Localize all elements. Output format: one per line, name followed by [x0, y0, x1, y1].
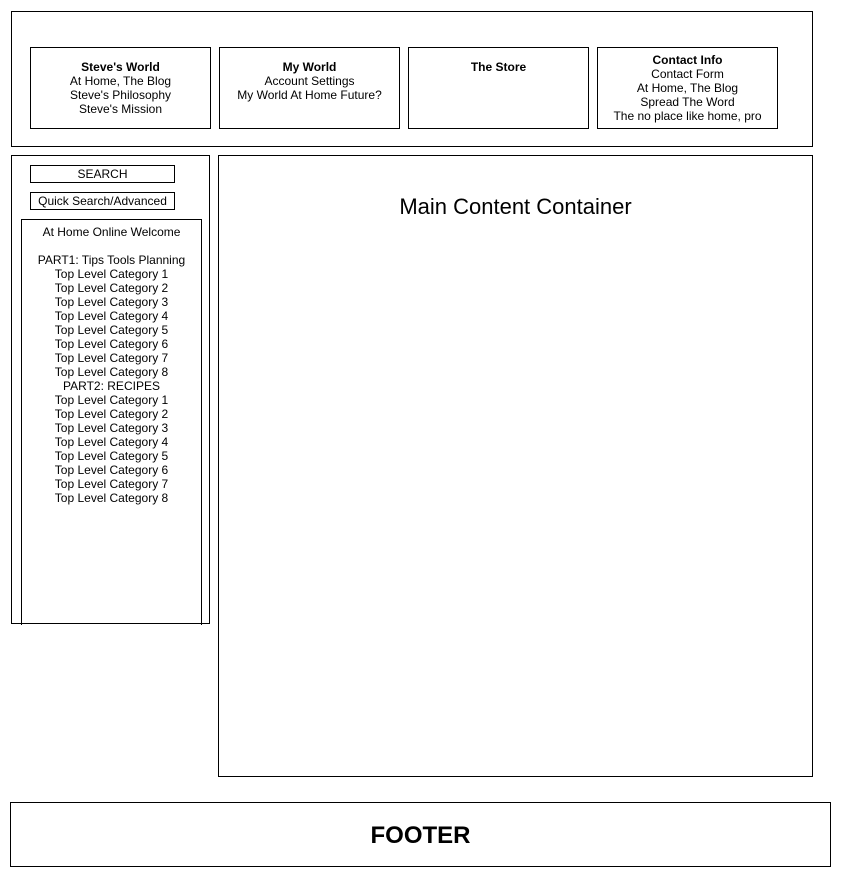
menu-link-spread-word[interactable]: Spread The Word	[640, 95, 735, 109]
menu-link-contact-form[interactable]: Contact Form	[651, 67, 724, 81]
nav-category-item[interactable]: Top Level Category 8	[54, 491, 169, 505]
menu-title[interactable]: The Store	[470, 60, 527, 74]
nav-category-item[interactable]: Top Level Category 7	[54, 477, 169, 491]
main-content-container	[218, 155, 813, 777]
menu-link-no-place-like-home[interactable]: The no place like home, pro	[613, 109, 762, 123]
menu-link-account-settings[interactable]: Account Settings	[264, 74, 355, 88]
footer-container	[10, 802, 831, 867]
nav-category-item[interactable]: Top Level Category 2	[54, 281, 169, 295]
menu-link-mission[interactable]: Steve's Mission	[79, 102, 162, 116]
main-content-title: Main Content Container	[399, 194, 632, 219]
menu-contact-info	[597, 47, 778, 129]
menu-link-future[interactable]: My World At Home Future?	[237, 88, 382, 102]
header-container	[11, 11, 813, 147]
nav-category-item[interactable]: Top Level Category 6	[54, 463, 169, 477]
menu-link-blog[interactable]: At Home, The Blog	[636, 81, 739, 95]
menu-my-world	[219, 47, 400, 129]
quick-search-button[interactable]: Quick Search/Advanced	[30, 192, 175, 210]
menu-the-store	[408, 47, 589, 129]
footer-title: FOOTER	[370, 822, 471, 849]
menu-title[interactable]: Steve's World	[81, 60, 160, 74]
menu-link-blog[interactable]: At Home, The Blog	[69, 74, 172, 88]
nav-category-item[interactable]: Top Level Category 8	[54, 365, 169, 379]
nav-category-item[interactable]: Top Level Category 6	[54, 337, 169, 351]
category-nav-panel	[21, 219, 202, 625]
nav-welcome-link[interactable]: At Home Online Welcome	[42, 225, 181, 239]
menu-title[interactable]: Contact Info	[652, 53, 723, 67]
nav-category-item[interactable]: Top Level Category 5	[54, 323, 169, 337]
nav-section-part1[interactable]: PART1: Tips Tools Planning	[37, 253, 186, 267]
nav-category-item[interactable]: Top Level Category 2	[54, 407, 169, 421]
search-button[interactable]: SEARCH	[30, 165, 175, 183]
nav-category-item[interactable]: Top Level Category 3	[54, 295, 169, 309]
menu-steves-world	[30, 47, 211, 129]
menu-title[interactable]: My World	[282, 60, 337, 74]
menu-link-philosophy[interactable]: Steve's Philosophy	[69, 88, 171, 102]
nav-category-item[interactable]: Top Level Category 4	[54, 435, 169, 449]
nav-category-item[interactable]: Top Level Category 7	[54, 351, 169, 365]
nav-section-part2[interactable]: PART2: RECIPES	[63, 379, 160, 393]
nav-category-item[interactable]: Top Level Category 1	[54, 393, 169, 407]
nav-category-item[interactable]: Top Level Category 3	[54, 421, 169, 435]
nav-category-item[interactable]: Top Level Category 5	[54, 449, 169, 463]
nav-category-item[interactable]: Top Level Category 1	[54, 267, 169, 281]
sidebar-container	[11, 155, 210, 624]
nav-category-item[interactable]: Top Level Category 4	[54, 309, 169, 323]
